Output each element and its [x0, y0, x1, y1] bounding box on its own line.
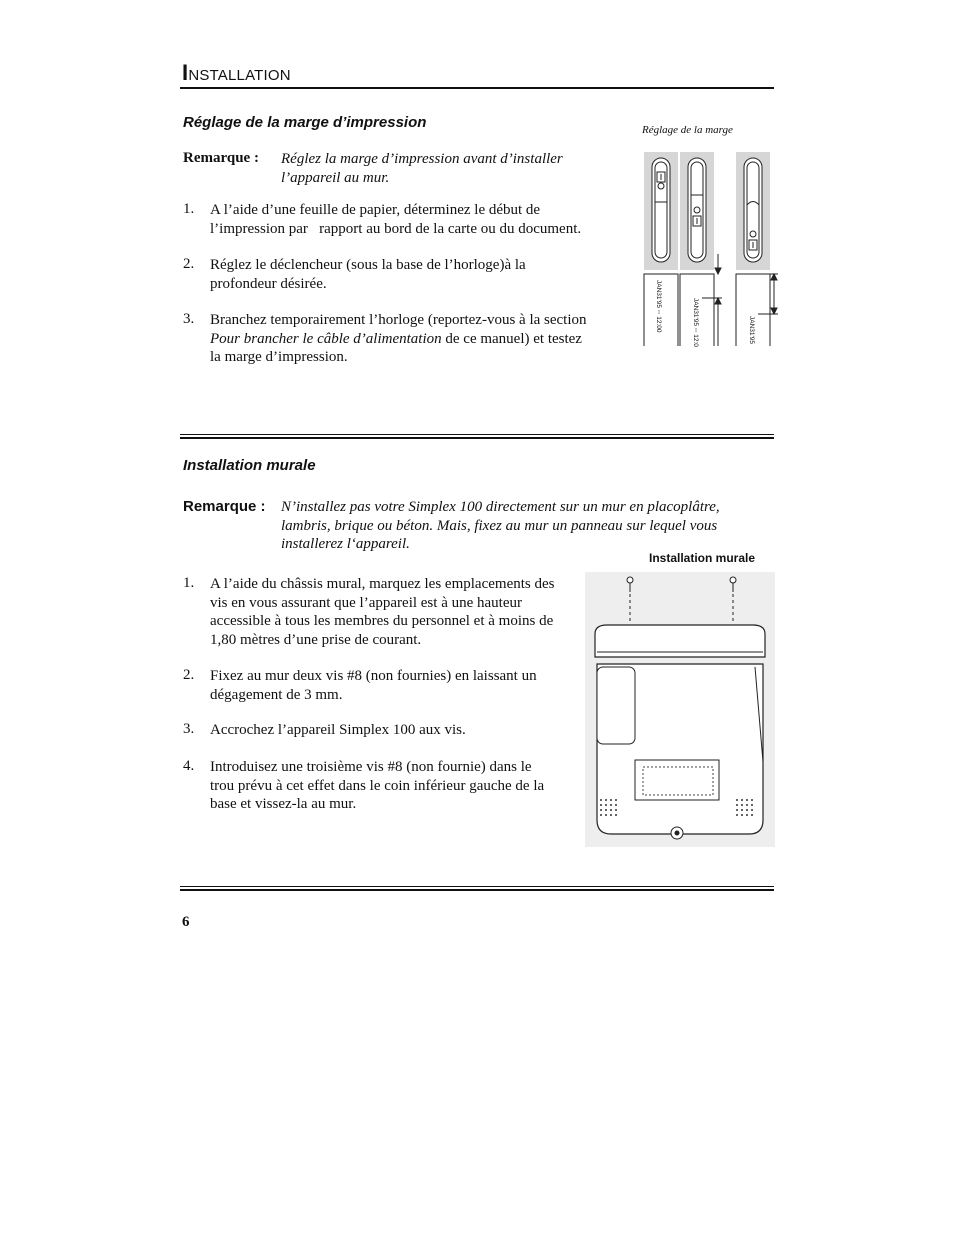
header-initial: I	[182, 60, 189, 85]
section2-note-label: Remarque :	[183, 498, 266, 515]
margin-figure-caption: Réglage de la marge	[642, 124, 733, 136]
section1-title: Réglage de la marge d’impression	[183, 114, 427, 131]
list-item	[210, 575, 554, 649]
list-item-number: 4.	[183, 758, 195, 774]
note-line: N’installez pas votre Simplex 100 directement sur un mur en placoplâtre,	[281, 499, 720, 515]
section1-note-text	[281, 150, 563, 187]
list-item-line: Introduisez une troisième vis #8 (non fournie) dans le	[210, 759, 532, 775]
list-item-number: 3.	[183, 721, 195, 737]
slider-panel-3	[736, 152, 770, 270]
list-item-line: trou prévu à cet effet dans le coin inférieur gauche de la	[210, 777, 545, 794]
header-rest: NSTALLATION	[188, 67, 291, 84]
page-header-title	[182, 60, 291, 86]
list-item-line: vis en vous assurant que l’appareil est à une hauteur	[210, 594, 522, 611]
list-item-number: 1.	[183, 201, 195, 217]
section-divider	[180, 886, 774, 891]
header-rule	[180, 87, 774, 89]
slider-panel-1	[644, 152, 678, 270]
time-stamp-3: JAN31'95	[748, 316, 755, 344]
list-item-line: 1,80 mètres d’une prise de courant.	[210, 631, 422, 648]
list-item-line: A l’aide d’une feuille de papier, déterminez le début de	[210, 202, 541, 218]
section-divider	[180, 434, 774, 439]
list-item-line	[210, 330, 587, 349]
wall-mount-illustration	[585, 572, 775, 847]
list-item-line: Réglez le déclencheur (sous la base de l’horloge)à la	[210, 257, 526, 273]
list-item	[210, 311, 587, 367]
list-item-line: la marge d’impression.	[210, 349, 348, 365]
list-item-number: 2.	[183, 667, 195, 683]
list-item-line: Fixez au mur deux vis #8 (non fournies) en laissant un	[210, 668, 537, 684]
list-item-line: l’impression par rapport au bord de la carte ou du document.	[210, 220, 582, 237]
margin-adjustment-illustration	[640, 150, 780, 350]
list-item-number: 3.	[183, 311, 195, 327]
list-item-line: Branchez temporairement l’horloge (reportez-vous à la section	[210, 312, 587, 328]
list-item-line: base et vissez-la au mur.	[210, 796, 357, 812]
list-item	[210, 721, 466, 740]
time-stamp-2: JAN31'95 ◦◦ 12:0	[692, 298, 699, 347]
note-line: l’appareil au mur.	[281, 169, 390, 186]
time-stamp-1: JAN31'95 ◦◦ 12:00	[655, 280, 662, 333]
section1-note-label: Remarque :	[183, 150, 259, 166]
section-reference: Pour brancher le câble d’alimentation	[210, 330, 442, 347]
list-item	[210, 201, 581, 238]
page-number: 6	[182, 914, 190, 930]
note-line: installerez l‘appareil.	[281, 536, 410, 552]
list-item-line: profondeur désirée.	[210, 275, 327, 292]
list-item	[210, 758, 544, 814]
list-item	[210, 667, 537, 704]
slider-panel-2	[680, 152, 714, 270]
lock-icon	[671, 827, 683, 839]
section2-title: Installation murale	[183, 457, 316, 474]
list-item-line: Accrochez l’appareil Simplex 100 aux vis.	[210, 722, 466, 738]
list-item-text: de ce manuel) et testez	[441, 330, 582, 347]
wall-mount-figure-caption: Installation murale	[649, 551, 756, 565]
note-line: lambris, brique ou béton. Mais, fixez au mur un panneau sur lequel vous	[281, 517, 718, 534]
list-item-line: dégagement de 3 mm.	[210, 686, 343, 703]
section2-note-text	[281, 498, 720, 554]
list-item-number: 1.	[183, 575, 195, 591]
list-item-line: A l’aide du châssis mural, marquez les emplacements des	[210, 576, 555, 592]
list-item	[210, 256, 526, 293]
list-item-number: 2.	[183, 256, 195, 272]
list-item-line: accessible à tous les membres du personnel et à moins de	[210, 613, 554, 629]
note-line: Réglez la marge d’impression avant d’installer	[281, 151, 563, 167]
